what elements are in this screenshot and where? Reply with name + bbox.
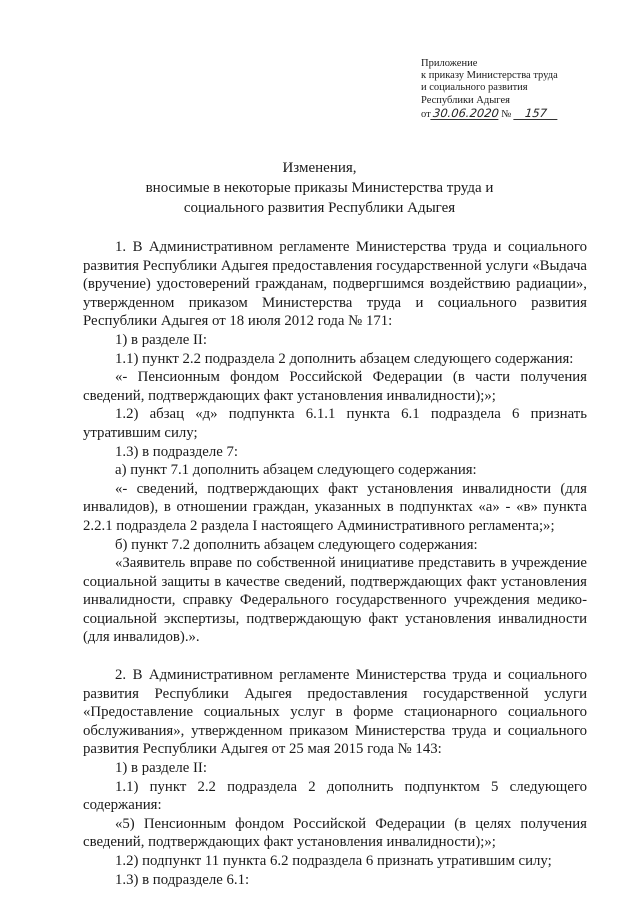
paragraph: 1. В Административном регламенте Министерства труда и социального развития Республики Адыгея предоставления государственной услуги «Выдача (вручение) удостоверений гражданам, подвергшимся воздействию радиации», утвержденном приказом Министерства труда и социального развития Республики Адыгея от 18 июля 2012 года № 171:: [83, 239, 587, 330]
paragraph: 2. В Административном регламенте Министерства труда и социального развития Республики Адыгея предоставления государственной услуги «Предоставление социальных услуг в форме стационарного социального обслуживания», утвержденном приказом Министерства труда и социального развития Республики Адыгея от 25 мая 2015 года № 143:: [83, 667, 587, 758]
appendix-line-1: Приложение: [421, 58, 478, 69]
paragraph: 1) в разделе II:: [115, 331, 207, 348]
title-line-3: социального развития Республики Адыгея: [183, 200, 456, 216]
appendix-line-2: к приказу Министерства труда: [421, 70, 558, 82]
appendix-header: [421, 58, 621, 122]
appendix-date-row: [421, 107, 621, 122]
paragraph: 1.2) подпункт 11 пункта 6.2 подраздела 6 признать утратившим силу;: [115, 853, 552, 869]
appendix-line-3: и социального развития: [421, 82, 528, 94]
paragraph: 1) в разделе II:: [115, 760, 207, 777]
document-title: [100, 158, 539, 218]
paragraph: 1.3) в подразделе 7:: [115, 443, 239, 460]
title-line-2: вносимые в некоторые приказы Министерства труда и: [145, 180, 494, 196]
paragraph: «- Пенсионным фондом Российской Федерации (в части получения сведений, подтверждающих факт установления инвалидности);»;: [83, 369, 587, 404]
handwritten-number: 157: [513, 107, 558, 120]
date-prefix: от: [421, 108, 431, 120]
handwritten-date: 30.06.2020: [432, 105, 500, 120]
number-sign: №: [501, 108, 512, 120]
document-body: [83, 238, 587, 889]
paragraph: «Заявитель вправе по собственной инициативе представить в учреждение социальной защиты в качестве сведений, подтверждающих факт установления инвалидности, справку Федерального государственного учреждения медико-социальной экспертизы, подтверждающую факт установления инвалидности (для инвалидов).».: [83, 555, 587, 646]
paragraph: 1.1) пункт 2.2 подраздела 2 дополнить подпунктом 5 следующего содержания:: [83, 778, 587, 814]
paragraph: 1.2) абзац «д» подпункта 6.1.1 пункта 6.1 подраздела 6 признать утратившим силу;: [83, 406, 587, 441]
paragraph: «- сведений, подтверждающих факт установления инвалидности (для инвалидов), в отношении граждан, указанных в подпунктах «а» - «в» пункта 2.2.1 подраздела 2 раздела I настоящего Административного регламента;»;: [83, 480, 587, 534]
paragraph: б) пункт 7.2 дополнить абзацем следующего содержания:: [115, 536, 478, 553]
appendix-line-4: Республики Адыгея: [421, 94, 510, 106]
title-line-1: Изменения,: [282, 160, 357, 176]
paragraph: 1.1) пункт 2.2 подраздела 2 дополнить абзацем следующего содержания:: [115, 350, 574, 367]
paragraph: «5) Пенсионным фондом Российской Федерации (в целях получения сведений, подтверждающих факт установления инвалидности);»;: [83, 815, 587, 851]
paragraph: а) пункт 7.1 дополнить абзацем следующего содержания:: [115, 462, 477, 479]
paragraph: 1.3) в подразделе 6.1:: [115, 871, 250, 888]
